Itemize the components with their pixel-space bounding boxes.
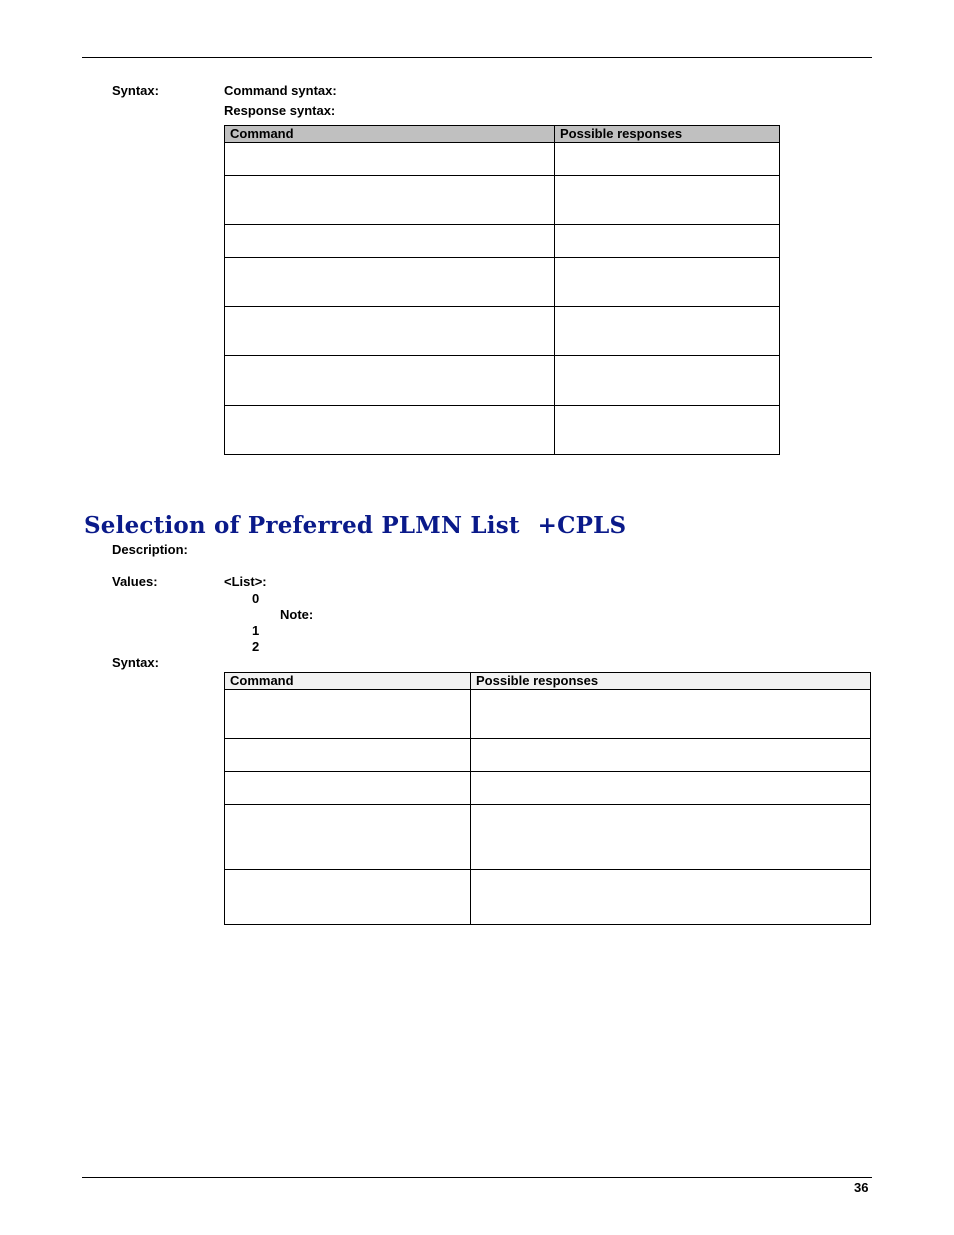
response-cell: [555, 258, 780, 307]
command-cell: [225, 406, 555, 455]
cpls-syntax-table: [224, 672, 871, 925]
command-cell: [225, 690, 471, 739]
table-row: [225, 258, 780, 307]
response-cell: [555, 176, 780, 225]
column-header-command: Command: [225, 673, 471, 690]
value-item: 0: [252, 591, 260, 606]
response-cell: [471, 690, 871, 739]
response-cell: [555, 225, 780, 258]
value-item: 1: [252, 623, 260, 638]
param-list-label: <List>:: [224, 574, 267, 589]
table-row: [225, 176, 780, 225]
command-cell: [225, 307, 555, 356]
response-cell: [471, 772, 871, 805]
table-row: [225, 772, 871, 805]
command-syntax-label: Command syntax:: [224, 83, 337, 98]
command-cell: [225, 176, 555, 225]
table-row: [225, 356, 780, 406]
command-cell: [225, 805, 471, 870]
response-cell: [555, 143, 780, 176]
section-command: +CPLS: [537, 512, 627, 539]
column-header-possible-responses: Possible responses: [471, 673, 871, 690]
table-row: [225, 225, 780, 258]
footer-rule: [82, 1177, 872, 1178]
syntax-table: [224, 125, 780, 455]
table-header-row: [225, 673, 871, 690]
column-header-possible-responses: Possible responses: [555, 126, 780, 143]
section-title: Selection of Preferred PLMN List: [84, 512, 520, 539]
value-item: 2: [252, 639, 260, 654]
note-label: Note:: [280, 607, 314, 622]
table-row: [225, 406, 780, 455]
command-cell: [225, 772, 471, 805]
table-row: [225, 307, 780, 356]
command-cell: [225, 143, 555, 176]
response-cell: [555, 406, 780, 455]
response-cell: [471, 805, 871, 870]
response-cell: [555, 356, 780, 406]
table-row: [225, 870, 871, 925]
page-number: 36: [854, 1180, 869, 1195]
command-cell: [225, 739, 471, 772]
table-row: [225, 690, 871, 739]
header-rule: [82, 57, 872, 58]
syntax-label: Syntax:: [112, 655, 159, 670]
response-cell: [555, 307, 780, 356]
syntax-label: Syntax:: [112, 83, 159, 98]
response-cell: [471, 739, 871, 772]
response-syntax-label: Response syntax:: [224, 103, 336, 118]
command-cell: [225, 225, 555, 258]
values-label: Values:: [112, 574, 158, 589]
table-row: [225, 143, 780, 176]
command-cell: [225, 258, 555, 307]
response-cell: [471, 870, 871, 925]
command-cell: [225, 870, 471, 925]
section-heading: [84, 512, 626, 539]
column-header-command: Command: [225, 126, 555, 143]
table-row: [225, 739, 871, 772]
description-label: Description:: [112, 542, 188, 557]
table-header-row: [225, 126, 780, 143]
command-cell: [225, 356, 555, 406]
table-row: [225, 805, 871, 870]
